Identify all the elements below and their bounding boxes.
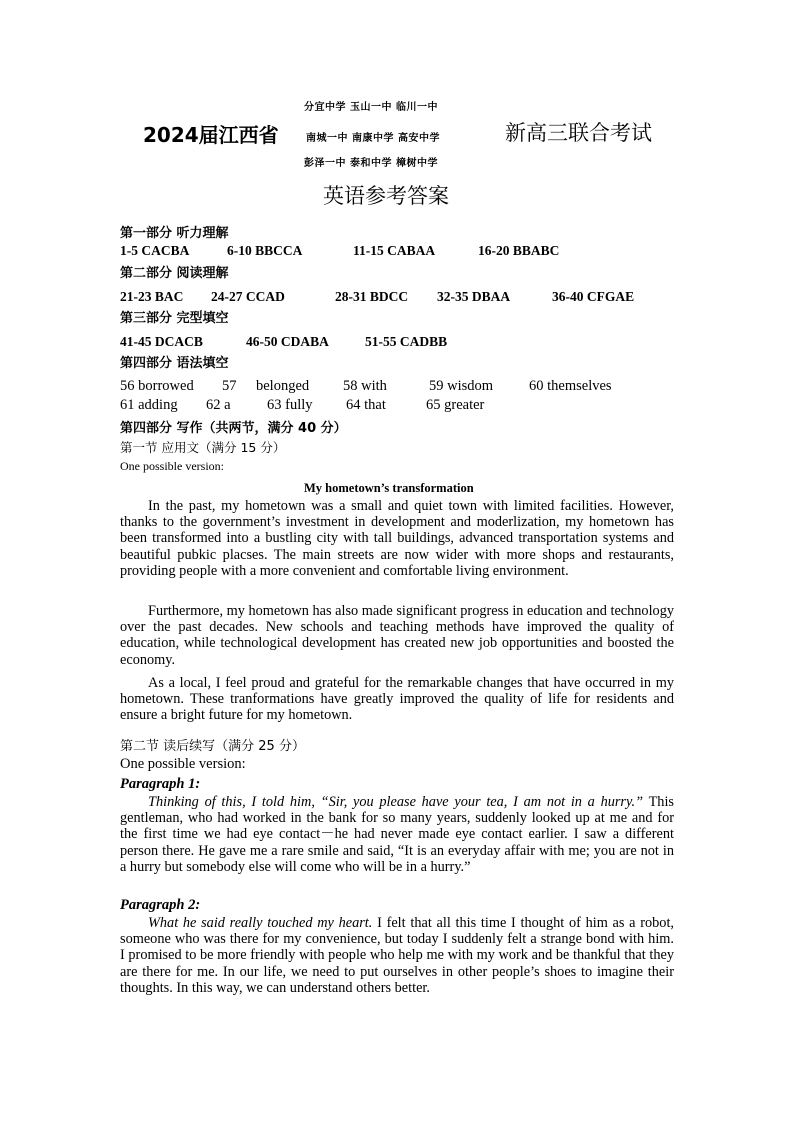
answer-group: 24-27 CCAD: [211, 289, 285, 304]
grammar-answer: 65 greater: [426, 397, 485, 413]
essay-paragraph: In the past, my hometown was a small and quiet town with limited facilities. However, thanks to the government’s investment in development and moderlization, my hometown has been transformed into a bustling city with tall buildings, advanced transportation systems and beautiful pubkic placses. The main streets are now wider with more shops and restaurants, providing people with a more convenient and comfortable living environment.: [120, 498, 674, 579]
answer-group: 16-20 BBABC: [478, 243, 560, 258]
grammar-answer: 60 themselves: [529, 378, 612, 394]
paragraph-2-label: Paragraph 2:: [120, 897, 201, 913]
paragraph-1-label: Paragraph 1:: [120, 776, 201, 792]
exam-name: 新高三联合考试: [505, 121, 652, 145]
paragraph-1-lead: Thinking of this, I told him, “Sir, you please have your tea, I am not in a hurry.”: [148, 794, 644, 810]
paragraph-1-body: This gentleman, who had worked in the bank for so many years, suddenly looked up at me and for the first time we had eye contact－he had never made eye contact earlier. I saw a different person there. He gave me a rare smile and said, “It is an everyday affair with me; you are not in a hurry but somebody else will come who will be in a hurry.”: [120, 794, 674, 875]
answer-group: 11-15 CABAA: [353, 243, 436, 258]
writing-heading: 第四部分 写作（共两节，满分 40 分）: [120, 421, 347, 436]
grammar-answer: 59 wisdom: [429, 378, 494, 394]
continuation-paragraph-2: [120, 915, 674, 996]
answer-group: 28-31 BDCC: [335, 289, 409, 304]
continuation-paragraph-1: [120, 794, 674, 875]
paragraph-2-lead: What he said really touched my heart.: [148, 915, 373, 931]
section-1-heading: 第一节 应用文（满分 15 分）: [120, 440, 286, 455]
answer-group: 6-10 BBCCA: [227, 243, 303, 258]
essay-paragraph: Furthermore, my hometown has also made significant progress in education and technology over the past decades. New schools and teaching methods have improved the quality of education, while technological development has created new job opportunities and boosted the economy.: [120, 603, 674, 668]
answer-group: 46-50 CDABA: [246, 334, 329, 349]
grammar-answer: 57: [222, 378, 237, 394]
part-4-heading: 第四部分 语法填空: [120, 356, 229, 371]
grammar-answer: 61 adding: [120, 397, 178, 413]
school-list-row-1: 分宜中学 玉山一中 临川一中: [304, 102, 438, 113]
essay-paragraph: As a local, I feel proud and grateful for the remarkable changes that have occurred in my hometown. These tranformations have greatly improved the quality of life for residents and ensure a bright future for my hometown.: [120, 675, 674, 724]
grammar-answer: 64 that: [346, 397, 386, 413]
grammar-answer: 56 borrowed: [120, 378, 194, 394]
grammar-answer: 58 with: [343, 378, 387, 394]
version-label: One possible version:: [120, 459, 224, 473]
school-list-row-2: 南城一中 南康中学 高安中学: [306, 133, 440, 144]
answer-group: 21-23 BAC: [120, 289, 184, 304]
school-list-row-3: 彭泽一中 泰和中学 樟树中学: [304, 158, 438, 169]
grammar-answer: belonged: [256, 378, 310, 394]
essay-title: My hometown’s transformation: [304, 481, 474, 495]
part-3-heading: 第三部分 完型填空: [120, 311, 229, 326]
page-title: 英语参考答案: [323, 184, 449, 208]
answer-group: 41-45 DCACB: [120, 334, 203, 349]
part-1-heading: 第一部分 听力理解: [120, 226, 229, 241]
grammar-answer: 62 a: [206, 397, 231, 413]
answer-group: 36-40 CFGAE: [552, 289, 635, 304]
version-label: One possible version:: [120, 756, 246, 772]
part-2-heading: 第二部分 阅读理解: [120, 266, 229, 281]
exam-year-province: 2024届江西省: [143, 123, 279, 147]
paragraph-2-body: I felt that all this time I thought of him as a robot, someone who was there for my convenience, but today I suddenly felt a strange bond with him. I promised to be more friendly with people who help me with my work and be thankful that they are there for me. In our life, we need to put ourselves in other people’s shoes to imagine their thoughts. In this way, we can understand others better.: [120, 915, 675, 996]
answer-group: 1-5 CACBA: [120, 243, 190, 258]
section-2-heading: 第二节 读后续写（满分 25 分）: [120, 739, 305, 754]
grammar-answer: 63 fully: [267, 397, 313, 413]
answer-group: 51-55 CADBB: [365, 334, 448, 349]
answer-group: 32-35 DBAA: [437, 289, 511, 304]
